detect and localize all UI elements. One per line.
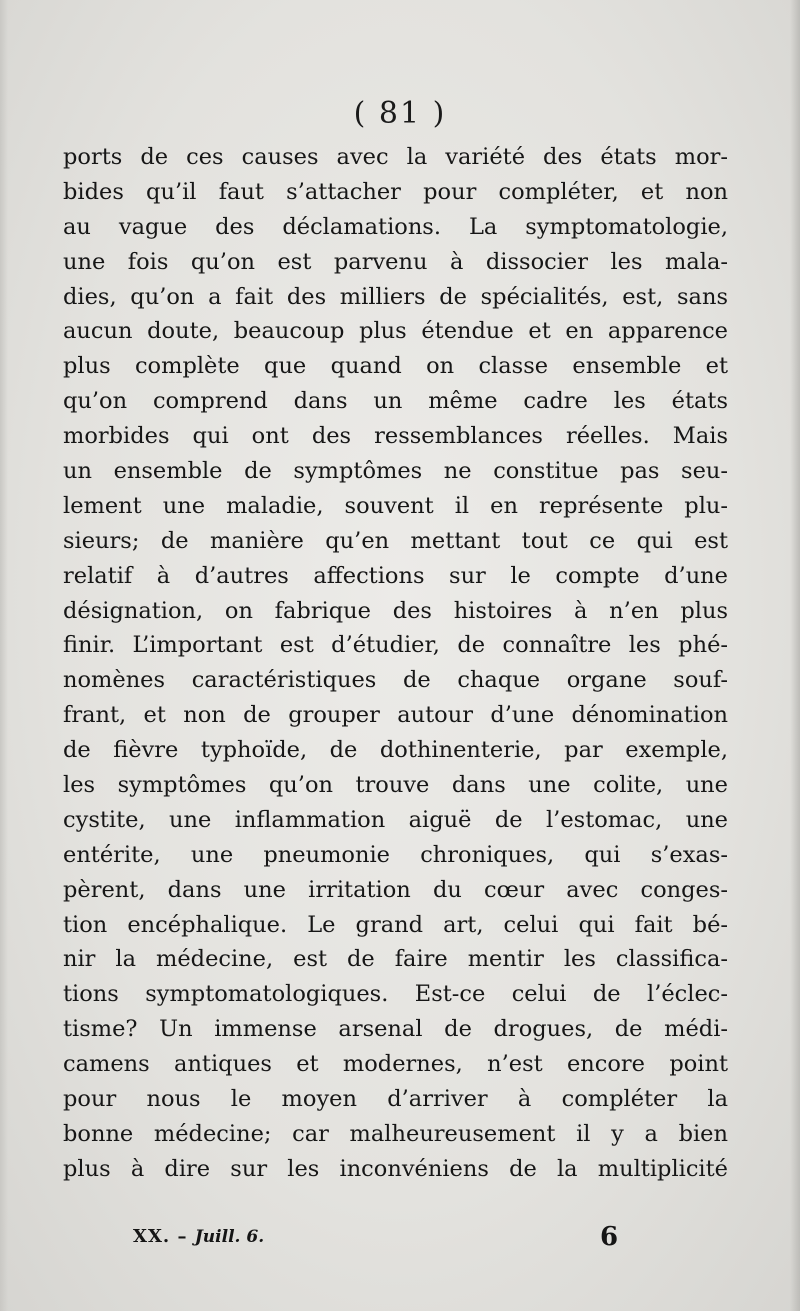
text-line: bides qu’il faut s’attacher pour compléter, et non xyxy=(63,178,728,205)
text-line: les symptômes qu’on trouve dans une colite, une xyxy=(63,772,728,799)
text-line: relatif à d’autres affections sur le compte d’une xyxy=(63,562,728,589)
text-line: aucun doute, beaucoup plus étendue et en apparence xyxy=(63,318,728,345)
text-line: plus à dire sur les inconvéniens de la multiplicité xyxy=(63,1155,728,1182)
page-right-shadow xyxy=(790,0,800,1311)
signature-prefix: XX. – xyxy=(133,1226,188,1247)
text-line: de fièvre typhoïde, de dothinenterie, par exemple, xyxy=(63,737,728,764)
page-header: ( 81 ) xyxy=(353,96,447,131)
text-line: tisme? Un immense arsenal de drogues, de médi- xyxy=(63,1016,728,1043)
text-line: tion encéphalique. Le grand art, celui qui fait bé- xyxy=(63,911,728,938)
text-line: désignation, on fabrique des histoires à n’en plus xyxy=(63,597,728,624)
text-line: dies, qu’on a fait des milliers de spécialités, est, sans xyxy=(63,283,728,310)
text-line: cystite, une inflammation aiguë de l’estomac, une xyxy=(63,806,728,833)
text-line: frant, et non de grouper autour d’une dénomination xyxy=(63,702,728,729)
text-line: sieurs; de manière qu’en mettant tout ce qui est xyxy=(63,527,728,554)
text-line: pèrent, dans une irritation du cœur avec conges- xyxy=(63,876,728,903)
text-line: entérite, une pneumonie chroniques, qui s’exas- xyxy=(63,841,728,868)
text-line: morbides qui ont des ressemblances réelles. Mais xyxy=(63,423,728,450)
text-line: tions symptomatologiques. Est-ce celui de l’éclec- xyxy=(63,981,728,1008)
text-line: nomènes caractéristiques de chaque organe souf- xyxy=(63,667,728,694)
page-number: 6 xyxy=(600,1222,619,1252)
text-line: lement une maladie, souvent il en représente plu- xyxy=(63,492,728,519)
text-line: bonne médecine; car malheureusement il y a bien xyxy=(63,1120,728,1147)
page-footer xyxy=(0,1222,800,1256)
text-line: camens antiques et modernes, n’est encore point xyxy=(63,1051,728,1078)
text-line: finir. L’important est d’étudier, de connaître les phé- xyxy=(63,632,728,659)
signature-mark xyxy=(133,1226,264,1247)
body-text xyxy=(63,140,728,1187)
text-line: un ensemble de symptômes ne constitue pas seu- xyxy=(63,458,728,485)
signature-suffix: Juill. 6. xyxy=(194,1227,265,1247)
page-left-shadow xyxy=(0,0,8,1311)
text-line: qu’on comprend dans un même cadre les états xyxy=(63,388,728,415)
text-line: une fois qu’on est parvenu à dissocier les mala- xyxy=(63,248,728,275)
text-line: plus complète que quand on classe ensemble et xyxy=(63,353,728,380)
text-line: pour nous le moyen d’arriver à compléter la xyxy=(63,1086,728,1113)
text-line: nir la médecine, est de faire mentir les classifica- xyxy=(63,946,728,973)
text-line: ports de ces causes avec la variété des états mor- xyxy=(63,144,728,170)
text-line: au vague des déclamations. La symptomatologie, xyxy=(63,213,728,240)
